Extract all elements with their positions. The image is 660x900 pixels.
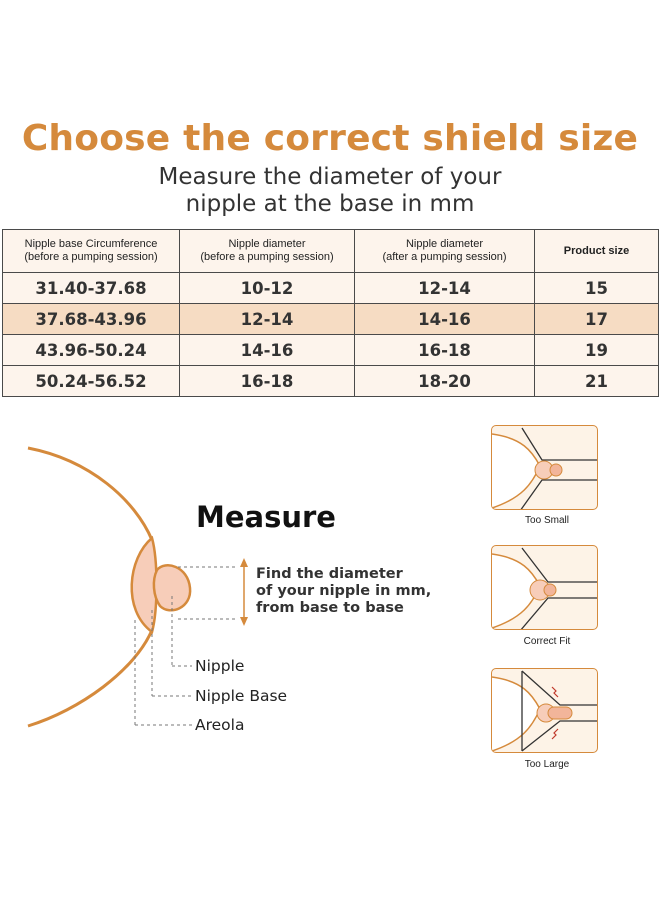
label-nipple-base: Nipple Base — [195, 687, 288, 705]
table-cell: 37.68-43.96 — [3, 304, 180, 335]
table-row — [3, 273, 659, 304]
table-cell: 19 — [535, 335, 659, 366]
header-line: (after a pumping session) — [382, 251, 507, 263]
measure-heading: Measure — [196, 500, 336, 534]
table-cell: 50.24-56.52 — [3, 366, 180, 397]
header-diameter-before — [180, 230, 355, 273]
subtitle-line-1: Measure the diameter of your — [158, 164, 502, 190]
breast-outline — [28, 448, 152, 540]
header-line: Nipple diameter — [228, 238, 306, 250]
label-nipple: Nipple — [195, 657, 245, 675]
correct-fit-illustration — [492, 546, 598, 630]
fit-caption: Too Small — [525, 515, 569, 526]
table-cell: 15 — [535, 273, 659, 304]
table-row-highlighted — [3, 304, 659, 335]
table-cell: 31.40-37.68 — [3, 273, 180, 304]
page-title: Choose the correct shield size — [21, 118, 639, 159]
table-cell: 12-14 — [180, 304, 355, 335]
too-small-illustration — [492, 426, 598, 510]
header-line: (before a pumping session) — [24, 251, 158, 263]
header-line: (before a pumping session) — [200, 251, 334, 263]
table-row — [3, 366, 659, 397]
table-cell: 43.96-50.24 — [3, 335, 180, 366]
breast-outline-lower — [28, 630, 152, 726]
table-header-row — [3, 230, 659, 273]
too-large-illustration — [492, 669, 598, 753]
table-cell: 10-12 — [180, 273, 355, 304]
header-line: Nipple diameter — [405, 238, 484, 250]
table-cell: 18-20 — [355, 366, 535, 397]
arrow-head-down — [240, 617, 248, 626]
subtitle-line-2: nipple at the base in mm — [185, 191, 475, 217]
table-cell: 16-18 — [180, 366, 355, 397]
table-cell: 21 — [535, 366, 659, 397]
measure-instruction — [256, 566, 431, 617]
table-cell: 12-14 — [355, 273, 535, 304]
header-product-size: Product size — [535, 230, 659, 273]
instruction-line: from base to base — [256, 600, 404, 616]
label-areola: Areola — [195, 716, 245, 734]
fit-card-too-large — [491, 668, 598, 753]
instruction-line: of your nipple in mm, — [256, 583, 432, 599]
instruction-line: Find the diameter — [256, 566, 403, 582]
table-cell: 17 — [535, 304, 659, 335]
page-subtitle — [0, 164, 660, 218]
fit-card-correct — [491, 545, 598, 630]
table-cell: 14-16 — [355, 304, 535, 335]
fit-caption: Too Large — [524, 759, 570, 770]
arrow-head-up — [240, 558, 248, 567]
table-cell: 16-18 — [355, 335, 535, 366]
table-cell: 14-16 — [180, 335, 355, 366]
header-circumference — [3, 230, 180, 273]
header-line: Nipple base Circumference — [24, 238, 158, 250]
fit-caption: Correct Fit — [523, 636, 571, 647]
fit-card-too-small — [491, 425, 598, 510]
header-diameter-after — [355, 230, 535, 273]
table-row — [3, 335, 659, 366]
size-chart-table — [2, 229, 659, 397]
